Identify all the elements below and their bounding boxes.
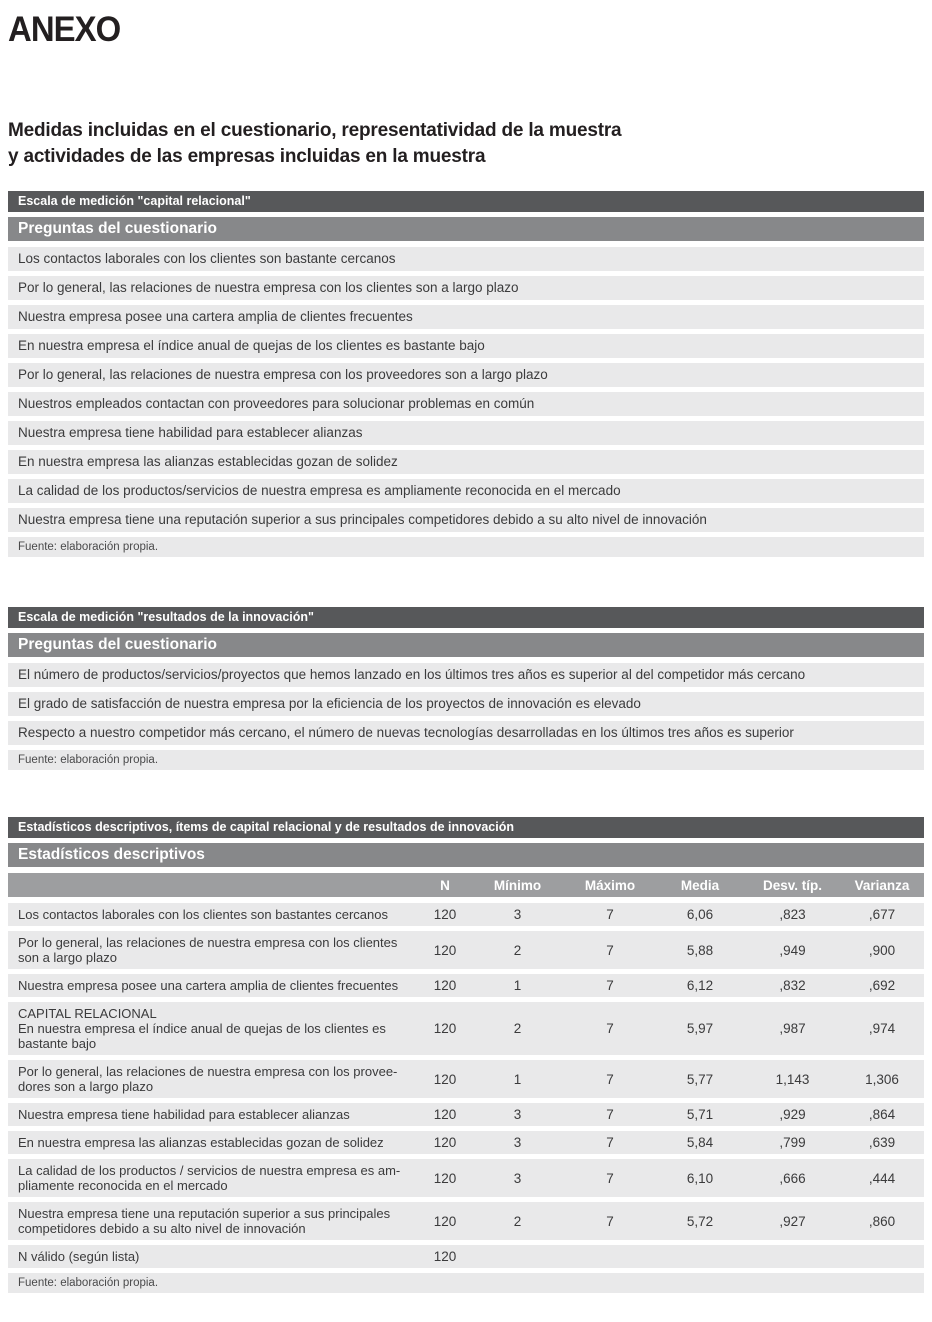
stats-cell: ,860 [868, 1213, 896, 1229]
stats-cell: ,823 [779, 907, 806, 922]
stats-cell: ,832 [779, 978, 806, 993]
stats-cell: 7 [606, 1170, 614, 1186]
question-row: La calidad de los productos/servicios de nuestra empresa es ampliamente reconocida en el mercado [8, 479, 924, 503]
stats-cell: ,799 [779, 1135, 806, 1150]
stats-cell: 6,06 [686, 907, 714, 922]
question-row: Los contactos laborales con los clientes son bastante cercanos [8, 247, 924, 271]
stats-cell: 3 [513, 1135, 522, 1150]
stats-row-label: CAPITAL RELACIONAL En nuestra empresa el índice anual de quejas de los clientes es bastante bajo [18, 1006, 386, 1051]
column-header: Varianza [854, 877, 910, 893]
stats-cell: 120 [433, 978, 457, 993]
stats-cell: 3 [513, 1107, 522, 1122]
page-subtitle: Medidas incluidas en el cuestionario, representatividad de la muestra y actividades de las empresas incluidas en la muestra [8, 120, 622, 167]
stats-cell: 7 [606, 978, 614, 993]
annex-page [0, 10, 932, 1322]
table-source: Fuente: elaboración propia. [8, 537, 924, 557]
stats-cell: 1,143 [775, 1071, 810, 1087]
question-row: Por lo general, las relaciones de nuestra empresa con los proveedores son a largo plazo [8, 363, 924, 387]
stats-cell: 7 [606, 907, 614, 922]
stats-cell: 120 [433, 1170, 457, 1186]
stats-cell: 3 [513, 1170, 522, 1186]
column-header: N [440, 877, 450, 893]
stats-cell: 2 [513, 1213, 522, 1229]
stats-row [8, 974, 924, 997]
stats-rows [8, 903, 924, 1268]
question-row: Nuestra empresa posee una cartera amplia de clientes frecuentes [8, 305, 924, 329]
stats-cell: ,929 [779, 1107, 806, 1122]
table-header: Preguntas del cuestionario [8, 633, 924, 657]
stats-cell: 7 [606, 942, 614, 958]
table-caption: Escala de medición "resultados de la innovación" [8, 607, 924, 628]
stats-cell: 5,72 [686, 1213, 714, 1229]
stats-row [8, 903, 924, 926]
question-row: Respecto a nuestro competidor más cercano, el número de nuevas tecnologías desarrolladas en los últimos tres años es superior [8, 721, 924, 745]
stats-cell: 3 [513, 907, 522, 922]
column-header: Máximo [584, 877, 636, 893]
stats-row [8, 1159, 924, 1197]
question-row: El número de productos/servicios/proyectos que hemos lanzado en los últimos tres años es superior al del competidor más cercano [8, 663, 924, 687]
stats-cell: 6,12 [686, 978, 714, 993]
stats-cell: 120 [433, 1249, 457, 1264]
stats-row [8, 1202, 924, 1240]
table-caption: Escala de medición "capital relacional" [8, 191, 924, 212]
stats-row [8, 1131, 924, 1154]
column-header: Mínimo [493, 877, 542, 893]
stats-row-label: La calidad de los productos / servicios de nuestra empresa es am- pliamente reconocida en el mercado [18, 1163, 401, 1193]
table-rows [8, 663, 924, 745]
table-descriptive-statistics [8, 817, 924, 1293]
stats-cell: 5,71 [686, 1107, 714, 1122]
stats-row-label: En nuestra empresa las alianzas establecidas gozan de solidez [18, 1135, 384, 1150]
stats-cell: 7 [606, 1071, 614, 1087]
table-source: Fuente: elaboración propia. [8, 1273, 924, 1293]
stats-cell: 120 [433, 907, 457, 922]
stats-cell: 5,84 [686, 1135, 714, 1150]
stats-row-label: Nuestra empresa posee una cartera amplia de clientes frecuentes [18, 978, 399, 993]
stats-cell: 120 [433, 1213, 457, 1229]
stats-row-label: Los contactos laborales con los clientes son bastantes cercanos [18, 907, 388, 922]
question-row: Nuestros empleados contactan con proveedores para solucionar problemas en común [8, 392, 924, 416]
stats-cell: ,444 [868, 1170, 896, 1186]
stats-cell: 1 [513, 978, 522, 993]
stats-cell: ,677 [868, 907, 896, 922]
table-header: Preguntas del cuestionario [8, 217, 924, 241]
stats-row [8, 1103, 924, 1126]
stats-cell: 7 [606, 1107, 614, 1122]
stats-cell: ,974 [868, 1021, 896, 1036]
stats-cell: ,900 [868, 942, 896, 958]
stats-row-label: N válido (según lista) [18, 1249, 140, 1264]
stats-column-header-row [8, 873, 924, 897]
stats-cell: 5,97 [686, 1021, 714, 1036]
table-capital-relacional-scale [8, 191, 924, 557]
stats-cell: ,927 [779, 1213, 806, 1229]
stats-cell: ,692 [868, 978, 896, 993]
stats-cell: ,666 [779, 1170, 806, 1186]
table-innovation-results-scale [8, 607, 924, 770]
stats-cell: ,987 [779, 1021, 806, 1036]
column-header: Desv. típ. [762, 877, 823, 893]
stats-cell: 6,10 [686, 1170, 714, 1186]
stats-cell: 1,306 [865, 1071, 899, 1087]
stats-cell: 120 [433, 1135, 457, 1150]
stats-cell: 7 [606, 1021, 614, 1036]
stats-row-label: Nuestra empresa tiene una reputación superior a sus principales competidores debido a su alto nivel de innovación [18, 1206, 391, 1236]
stats-row-label: Por lo general, las relaciones de nuestra empresa con los provee- dores son a largo plazo [18, 1064, 398, 1094]
table-rows [8, 247, 924, 532]
stats-cell: 120 [433, 942, 457, 958]
page-title: ANEXO [8, 10, 121, 49]
question-row: El grado de satisfacción de nuestra empresa por la eficiencia de los proyectos de innovación es elevado [8, 692, 924, 716]
stats-row-label: Nuestra empresa tiene habilidad para establecer alianzas [18, 1107, 350, 1122]
table-caption: Estadísticos descriptivos, ítems de capital relacional y de resultados de innovación [8, 817, 924, 838]
stats-cell: 1 [513, 1071, 522, 1087]
question-row: Por lo general, las relaciones de nuestra empresa con los clientes son a largo plazo [8, 276, 924, 300]
table-header: Estadísticos descriptivos [8, 843, 924, 867]
stats-cell: ,639 [868, 1135, 896, 1150]
question-row: En nuestra empresa el índice anual de quejas de los clientes es bastante bajo [8, 334, 924, 358]
stats-row-label: Por lo general, las relaciones de nuestra empresa con los clientes son a largo plazo [18, 935, 398, 965]
stats-cell: 2 [513, 942, 522, 958]
question-row: En nuestra empresa las alianzas establecidas gozan de solidez [8, 450, 924, 474]
stats-row [8, 1060, 924, 1098]
table-source: Fuente: elaboración propia. [8, 750, 924, 770]
stats-row [8, 1245, 924, 1268]
stats-cell: 5,77 [686, 1071, 714, 1087]
stats-cell: 120 [433, 1107, 457, 1122]
stats-cell: ,864 [868, 1107, 896, 1122]
stats-cell: ,949 [779, 942, 806, 958]
stats-row [8, 1002, 924, 1055]
stats-cell: 120 [433, 1021, 457, 1036]
stats-cell: 5,88 [686, 942, 714, 958]
stats-cell: 120 [433, 1071, 457, 1087]
question-row: Nuestra empresa tiene habilidad para establecer alianzas [8, 421, 924, 445]
stats-cell: 7 [606, 1135, 614, 1150]
question-row: Nuestra empresa tiene una reputación superior a sus principales competidores debido a su alto nivel de innovación [8, 508, 924, 532]
stats-row [8, 931, 924, 969]
stats-cell: 2 [513, 1021, 522, 1036]
column-header: Media [680, 877, 720, 893]
stats-cell: 7 [606, 1213, 614, 1229]
